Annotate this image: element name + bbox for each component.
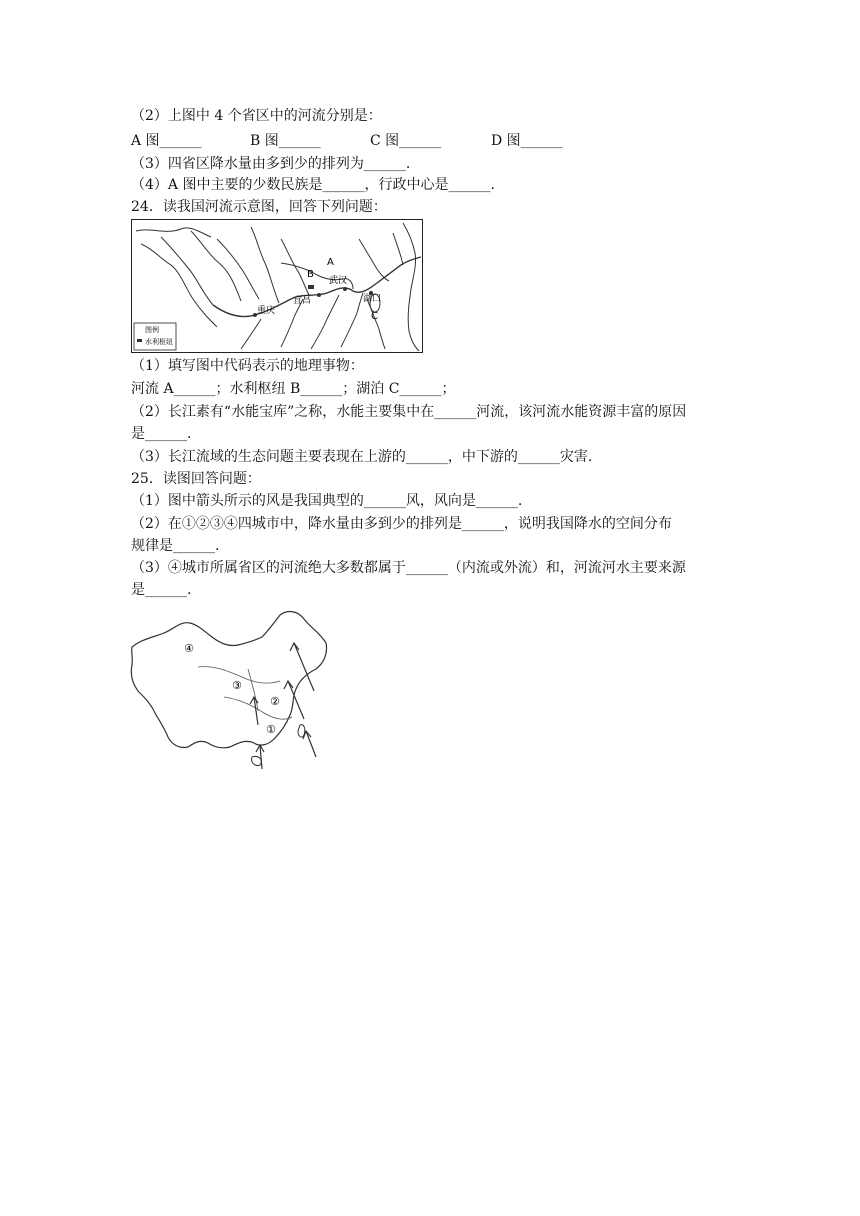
q24-part1-text: （1）填写图中代码表示的地理事物： xyxy=(131,358,364,374)
map-label-yichang: 宜昌 xyxy=(293,296,312,306)
map-label-hukou: 湖口 xyxy=(363,294,382,304)
yangtze-river-map-svg xyxy=(131,219,423,353)
city-label-3: ③ xyxy=(232,679,242,692)
map-label-c: C xyxy=(371,311,378,322)
q24-part1-answers: 河流 A______；水利枢纽 B______；湖泊 C______； xyxy=(131,381,456,397)
monsoon-arrowhead xyxy=(290,643,299,651)
q24-part3-text: （3）长江流域的生态问题主要表现在上游的______，中下游的______灾害. xyxy=(131,449,593,465)
map-label-chongqing: 重庆 xyxy=(257,306,276,316)
q25-part3-line2: 是______. xyxy=(131,582,192,598)
map-label-a: A xyxy=(327,257,334,268)
map-label-b: B xyxy=(307,269,314,280)
q24-part2-line2: 是______. xyxy=(131,426,192,442)
q25-title: 25．读图回答问题： xyxy=(131,471,261,487)
map-legend-title: 图例 xyxy=(145,326,159,334)
q25-part2-line2: 规律是______. xyxy=(131,538,220,554)
china-monsoon-map-svg xyxy=(128,607,334,773)
q24-title: 24．读我国河流示意图，回答下列问题： xyxy=(131,199,387,215)
q23-answer-b: B 图______ xyxy=(250,133,321,149)
china-outline xyxy=(131,612,326,748)
boundary-line xyxy=(224,697,292,719)
legend-hydro-symbol xyxy=(137,339,142,342)
monsoon-arrow xyxy=(294,643,314,691)
monsoon-arrow xyxy=(306,731,316,757)
q23-part2-text: （2）上图中 4 个省区中的河流分别是： xyxy=(131,108,382,124)
q23-part4-text: （4）A 图中主要的少数民族是______，行政中心是______. xyxy=(131,177,495,193)
q23-answer-c: C 图______ xyxy=(370,133,442,149)
city-wuhan-dot xyxy=(343,287,347,291)
q25-part2-line1: （2）在①②③④四城市中，降水量由多到少的排列是______，说明我国降水的空间分布 xyxy=(131,516,672,532)
q25-part1-text: （1）图中箭头所示的风是我国典型的______风，风向是______. xyxy=(131,493,523,509)
q23-answer-d: D 图______ xyxy=(491,133,563,149)
map-legend-item: 水利枢纽 xyxy=(145,338,173,346)
q23-answer-a: A 图______ xyxy=(131,133,202,149)
map-label-wuhan: 武汉 xyxy=(329,276,348,286)
yangtze-river-map xyxy=(131,219,423,353)
city-label-1: ① xyxy=(266,723,276,736)
hainan-outline xyxy=(252,756,262,765)
hydro-station-b xyxy=(308,285,314,289)
q24-part2-line1: （2）长江素有“水能宝库”之称，水能主要集中在______河流，该河流水能资源丰富的原因 xyxy=(131,404,687,420)
q25-part3-line1: （3）④城市所属省区的河流绝大多数都属于______（内流或外流）和，河流河水主要来源 xyxy=(131,560,686,576)
monsoon-arrowhead xyxy=(284,681,293,689)
city-label-4: ④ xyxy=(184,642,194,655)
q23-part3-text: （3）四省区降水量由多到少的排列为______. xyxy=(131,156,411,172)
city-label-2: ② xyxy=(270,695,280,708)
city-yichang-dot xyxy=(317,293,321,297)
taiwan-outline xyxy=(298,725,305,737)
china-monsoon-map xyxy=(128,607,334,773)
